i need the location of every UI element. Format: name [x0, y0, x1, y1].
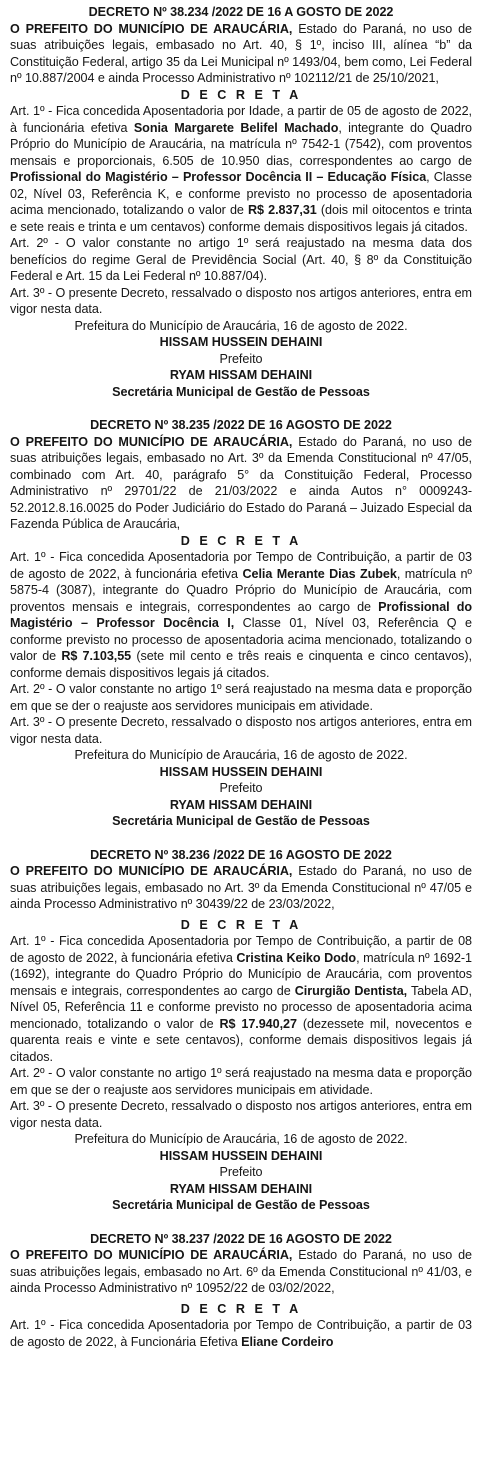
job-title: Cirurgião Dentista, — [294, 983, 408, 998]
article-1 — [10, 549, 472, 681]
article-1 — [10, 103, 472, 235]
employee-name: Eliane Cordeiro — [241, 1334, 334, 1349]
article-text: Art. 1º - Fica concedida Aposentadoria por Tempo de Contribuição, a partir de 03 de agosto de 2022, à Funcionária Efetiva — [10, 1318, 472, 1349]
preamble-authority: O PREFEITO DO MUNICÍPIO DE ARAUCÁRIA, — [10, 864, 293, 878]
place-date: Prefeitura do Município de Araucária, 16 de agosto de 2022. — [74, 1132, 408, 1146]
article-2: Art. 2º - O valor constante no artigo 1º será reajustado na mesma data e proporção em que se der o reajuste aos servidores municipais em atividade. — [10, 1066, 472, 1097]
decreta-heading: D E C R E T A — [180, 1301, 302, 1316]
employee-name: Cristina Keiko Dodo — [236, 950, 357, 965]
article-1 — [10, 933, 472, 1065]
decree-38234 — [10, 4, 472, 400]
preamble-text: Estado do Paraná, no uso de suas atribuições legais, embasado no Art. 6º da Emenda Constitucional nº 41/03, e ainda Processo Administrativo nº 10952/22 de 03/02/2022, — [10, 1248, 472, 1295]
benefit-amount: R$ 17.940,27 — [219, 1016, 297, 1031]
article-text: Classe 01, Nível 03, Referência Q e conforme previsto no processo de aposentadoria acima mencionado, totalizando o valor de — [10, 616, 472, 663]
signer-mayor-role: Prefeito — [219, 351, 263, 366]
article-2: Art. 2º - O valor constante no artigo 1º será reajustado na mesma data e proporção em que se der o reajuste aos servidores municipais em atividade. — [10, 682, 472, 713]
decree-title: DECRETO Nº 38.235 /2022 DE 16 AGOSTO DE 2022 — [90, 418, 392, 432]
decree-preamble — [10, 21, 472, 87]
preamble-text: Estado do Paraná, no uso de suas atribuições legais, embasado no Art. 40, § 1º, inciso III, alínea “b” da Constituição Federal, artigo 35 da Lei Municipal nº 1493/04, bem como, Lei Federal nº 10.887/2004 e ainda Processo Administrativo nº 102112/21 de 25/10/2021, — [10, 21, 472, 85]
decree-38237 — [10, 1231, 472, 1351]
preamble-authority: O PREFEITO DO MUNICÍPIO DE ARAUCÁRIA, — [10, 21, 293, 36]
decreta-heading: D E C R E T A — [180, 917, 302, 932]
decree-38235 — [10, 417, 472, 830]
article-3: Art. 3º - O presente Decreto, ressalvado o disposto nos artigos anteriores, entra em vigor nesta data. — [10, 1099, 472, 1130]
article-text: Tabela AD, Nível 05, Referência 11 e conforme previsto no processo de aposentadoria acima mencionado, totalizando o valor de — [10, 983, 472, 1031]
signer-secretary-role: Secretária Municipal de Gestão de Pessoas — [112, 1198, 370, 1212]
article-text: (dezessete mil, novecentos e quarenta reais e vinte e sete centavos), conforme demais dispositivos legais já citados. — [10, 1016, 472, 1064]
preamble-authority: O PREFEITO DO MUNICÍPIO DE ARAUCÁRIA, — [10, 434, 293, 449]
decree-title: DECRETO Nº 38.234 /2022 DE 16 A GOSTO DE 2022 — [88, 5, 394, 19]
decree-38236 — [10, 847, 472, 1214]
article-text: , integrante do Quadro Próprio do Município de Araucária, na matrícula nº 7542-1 (7542), com proventos mensais e proporcionais, 6.505 de 10.950 dias, correspondentes ao cargo de — [10, 120, 472, 168]
job-title: Profissional do Magistério – Professor Docência II – Educação Física — [10, 170, 427, 184]
signer-secretary-name: RYAM HISSAM DEHAINI — [169, 1181, 313, 1196]
article-text: , matrícula nº 1692-1 (1692), integrante do Quadro Próprio do Município de Araucária, com proventos mensais e integrais, correspondentes ao cargo de — [10, 950, 472, 998]
signer-mayor-name: HISSAM HUSSEIN DEHAINI — [159, 335, 323, 349]
decreta-heading: D E C R E T A — [180, 87, 302, 102]
signer-mayor-name: HISSAM HUSSEIN DEHAINI — [159, 764, 323, 779]
article-text: (dois mil oitocentos e trinta e sete reais e trinta e um centavos) conforme demais dispositivos legais já citados. — [10, 203, 472, 234]
employee-name: Celia Merante Dias Zubek — [242, 566, 397, 581]
employee-name: Sonia Margarete Belifel Machado — [133, 120, 339, 135]
decreta-heading: D E C R E T A — [180, 533, 302, 548]
benefit-amount: R$ 7.103,55 — [61, 649, 132, 663]
benefit-amount: R$ 2.837,31 — [248, 203, 317, 217]
signer-secretary-role: Secretária Municipal de Gestão de Pessoas — [112, 814, 370, 828]
job-title: Profissional do Magistério – Professor Docência I, — [10, 599, 473, 630]
article-text: Art. 1º - Fica concedida Aposentadoria por Tempo de Contribuição, a partir de 03 de agosto de 2022, à funcionária efetiva — [10, 550, 472, 581]
signer-secretary-role: Secretária Municipal de Gestão de Pessoas — [112, 384, 370, 399]
decree-preamble — [10, 863, 472, 913]
place-date: Prefeitura do Município de Araucária, 16 de agosto de 2022. — [74, 748, 408, 762]
signer-mayor-role: Prefeito — [219, 781, 263, 795]
article-text: Art. 1º - Fica concedida Aposentadoria por Idade, a partir de 05 de agosto de 2022, à funcionária efetiva — [10, 104, 472, 135]
signer-mayor-name: HISSAM HUSSEIN DEHAINI — [159, 1148, 323, 1163]
article-3: Art. 3º - O presente Decreto, ressalvado o disposto nos artigos anteriores, entra em vigor nesta data. — [10, 285, 472, 316]
decree-preamble — [10, 434, 472, 533]
decree-title: DECRETO Nº 38.236 /2022 DE 16 AGOSTO DE 2022 — [90, 847, 392, 862]
article-1 — [10, 1317, 472, 1350]
article-text: , Classe 02, Nível 03, Referência K, e conforme previsto no processo de aposentadoria acima mencionado, totalizando o valor de — [10, 170, 472, 217]
article-2: Art. 2º - O valor constante no artigo 1º será reajustado na mesma data dos benefícios do regime Geral de Previdência Social (Art. 40, § 8º da Constituição Federal e Art. 15 da Lei Federal nº 10.887/04). — [10, 236, 472, 283]
signer-secretary-name: RYAM HISSAM DEHAINI — [169, 797, 313, 812]
place-date: Prefeitura do Município de Araucária, 16 de agosto de 2022. — [74, 318, 408, 333]
article-text: Art. 1º - Fica concedida Aposentadoria por Tempo de Contribuição, a partir de 08 de agosto de 2022, à funcionária efetiva — [10, 934, 472, 965]
signer-secretary-name: RYAM HISSAM DEHAINI — [169, 368, 313, 382]
preamble-text: Estado do Paraná, no uso de suas atribuições legais, embasado no Art. 3º da Emenda Constitucional nº 47/05, combinado com Art. 40, parágrafo 5° da Constituição Federal, Processo Administrativo nº 29701/22 de 21/03/2022 e ainda Autos n° 0009243-52.2012.8.16.0025 do Poder Judiciário do Estado do Paraná – Juizado Especial da Fazenda Pública de Araucária, — [10, 434, 472, 531]
decree-preamble — [10, 1247, 472, 1297]
article-text: , matrícula nº 5875-4 (3087), integrante do Quadro Próprio do Município de Araucária, com proventos mensais e integrais, correspondentes ao cargo de — [10, 566, 472, 614]
article-3: Art. 3º - O presente Decreto, ressalvado o disposto nos artigos anteriores, entra em vigor nesta data. — [10, 715, 472, 746]
signer-mayor-role: Prefeito — [219, 1165, 263, 1179]
preamble-text: Estado do Paraná, no uso de suas atribuições legais, embasado no Art. 3º da Emenda Constitucional nº 47/05 e ainda Processo Administrativo nº 30439/22 de 23/03/2022, — [10, 864, 472, 911]
preamble-authority: O PREFEITO DO MUNICÍPIO DE ARAUCÁRIA, — [10, 1248, 293, 1262]
decree-title: DECRETO Nº 38.237 /2022 DE 16 AGOSTO DE 2022 — [90, 1231, 392, 1246]
article-text: (sete mil cento e três reais e cinquenta e cinco centavos), conforme demais dispositivos legais já citados. — [10, 649, 472, 680]
